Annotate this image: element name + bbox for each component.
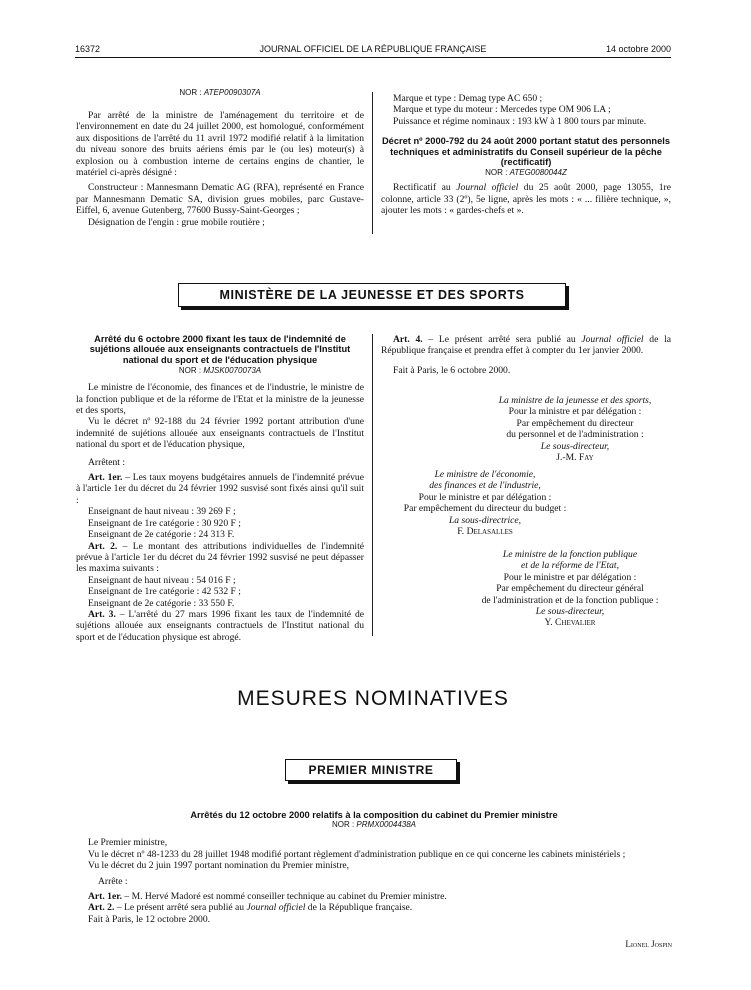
signature-line: La sous-directrice, (448, 514, 522, 526)
article-3: Art. 3. – L'arrêté du 27 mars 1996 fixant les taux de l'indemnité de sujétions allouée aux enseignants contractuels de l'Institut national du sport et de l'éducation physique est abrogé. (76, 608, 364, 643)
paragraph: Constructeur : Mannesmann Dematic AG (RFA), représenté en France par Mannesmann Dematic SA, division grues mobiles, parc Gustave-Eiffel, 6, avenue Gutenberg, 77600 Bussy-Saint-Georges ; (76, 182, 364, 217)
signature-line: Le ministre de la fonction publique (502, 549, 638, 560)
arretent-label: Arrêtent : (88, 456, 126, 468)
signature-line: Le sous-directeur, (535, 606, 605, 618)
signature-line: Le ministre de l'économie, (434, 469, 536, 480)
signature-line: Le sous-directeur, (540, 440, 610, 452)
list-item: Enseignant de haut niveau : 39 269 F ; (88, 506, 236, 518)
signature-line: Par empêchement du directeur (516, 417, 634, 429)
list-item: Enseignant de 2e catégorie : 24 313 F. (88, 529, 235, 541)
section-heading: MESURES NOMINATIVES (237, 687, 509, 710)
arrete-label: Arrête : (98, 875, 128, 887)
nor-reference: NOR : PRMX0004438A (331, 820, 417, 830)
signature-block (380, 469, 590, 537)
list-item: Enseignant de 1re catégorie : 42 532 F ; (88, 586, 241, 598)
paragraph: Marque et type du moteur : Mercedes type OM 906 LA ; (393, 104, 611, 116)
paragraph: Le ministre de l'économie, des finances et de l'industrie, le ministre de la fonction publique et de la réforme de l'Etat et la ministre de la jeunesse et des sports, (76, 382, 364, 417)
article-1: Art. 1er. – Les taux moyens budgétaires annuels de l'indemnité prévue à l'article 1er du décret du 24 février 1992 susvisé sont fixés ainsi qu'il suit : (76, 472, 364, 506)
list-item: Enseignant de 2e catégorie : 33 550 F. (88, 597, 235, 609)
signatory-name: F. Delasalles (457, 526, 513, 538)
article-2: Art. 2. – Le montant des attributions individuelles de l'indemnité prévue à l'article 1er du décret du 24 février 1992 susvisé ne peut dépasser les maxima suivants : (76, 540, 364, 575)
signatory-name: Lionel Jospin (625, 939, 672, 949)
page-header (75, 44, 671, 56)
paragraph: Vu le décret nº 92-188 du 24 février 1992 portant attribution d'une indemnité de sujétions allouée aux enseignants contractuels de l'Institut national du sport et de l'éducation physique, (76, 416, 364, 451)
column-divider (372, 334, 373, 636)
paragraph: Désignation de l'engin : grue mobile routière ; (88, 216, 265, 228)
signature-line: Pour le ministre et par délégation : (418, 491, 552, 503)
arrete-right-column (381, 334, 671, 376)
signature-block (455, 549, 685, 629)
article-1: Art. 1er. – M. Hervé Madoré est nommé conseiller technique au cabinet du Premier ministre. (88, 891, 447, 903)
signature-line: Par empêchement du directeur général (496, 583, 644, 595)
article-2: Art. 2. – Le présent arrêté sera publié au Journal officiel de la République française. (88, 902, 413, 914)
signature-line: et de la réforme de l'Etat, (521, 560, 619, 572)
paragraph: Le Premier ministre, (88, 837, 168, 849)
signature-line: de l'administration et de la fonction publique : (481, 594, 659, 606)
ministry-heading-box: MINISTÈRE DE LA JEUNESSE ET DES SPORTS (178, 283, 566, 307)
arrete-left-column (76, 334, 364, 643)
top-right-column (381, 93, 671, 217)
list-item: Enseignant de haut niveau : 54 016 F ; (88, 574, 236, 586)
signature-line: du personnel et de l'administration : (506, 429, 644, 441)
signature-line: Par empêchement du directeur du budget : (403, 503, 567, 515)
journal-title: JOURNAL OFFICIEL DE LA RÉPUBLIQUE FRANÇAISE (259, 44, 487, 54)
paragraph: Vu le décret du 2 juin 1997 portant nomination du Premier ministre, (88, 860, 350, 872)
paragraph: Puissance et régime nominaux : 193 kW à 1 800 tours par minute. (393, 115, 647, 127)
top-left-column (76, 88, 364, 228)
premier-ministre-box: PREMIER MINISTRE (285, 759, 457, 781)
signature-line: des finances et de l'industrie, (429, 480, 541, 492)
page-number: 16372 (75, 44, 101, 54)
nor-reference: NOR : ATEG0080044Z (485, 168, 567, 178)
header-rule (75, 57, 671, 58)
nor-reference: NOR : MJSK0070073A (178, 366, 262, 376)
article-4: Art. 4. – Le présent arrêté sera publié au Journal officiel de la République française et prendra effet à compter du 1er janvier 2000. (381, 334, 671, 357)
signature-line: La ministre de la jeunesse et des sports, (498, 395, 652, 406)
signatory-name: Y. Chevalier (544, 617, 596, 629)
arretes-title: Arrêtés du 12 octobre 2000 relatifs à la composition du cabinet du Premier ministre (190, 810, 558, 820)
issue-date: 14 octobre 2000 (605, 44, 671, 54)
signature-block (470, 395, 680, 463)
arretes-premier-ministre (76, 810, 672, 925)
signature-line: Pour la ministre et par délégation : (508, 406, 642, 418)
paragraph: Marque et type : Demag type AC 650 ; (393, 93, 543, 104)
signatory-name: J.-M. Fay (556, 452, 594, 464)
paragraph: Rectificatif au Journal officiel du 25 août 2000, page 13055, 1re colonne, article 33 (2º), 5e ligne, après les mots : « ... filière technique, », ajouter les mots : « gardes-chefs et ». (381, 182, 671, 217)
paragraph: Vu le décret nº 48-1233 du 28 juillet 1948 modifié portant règlement d'administration publique en ce qui concerne les cabinets ministériels ; (88, 848, 626, 860)
decree-title: Décret nº 2000-792 du 24 août 2000 portant statut des personnels techniques et administratifs du Conseil supérieur de la pêche (rectificatif) (381, 136, 671, 168)
signature-line: Pour le ministre et par délégation : (503, 571, 637, 583)
fait-a-paris: Fait à Paris, le 12 octobre 2000. (88, 913, 211, 925)
arrete-title: Arrêté du 6 octobre 2000 fixant les taux de l'indemnité de sujétions allouée aux enseignants contractuels de l'Institut national du sport et de l'éducation physique (89, 334, 351, 365)
nor-reference: NOR : ATEP0090307A (179, 88, 261, 97)
paragraph: Par arrêté de la ministre de l'aménagement du territoire et de l'environnement en date du 24 juillet 2000, est homologué, conformément aux dispositions de l'arrêté du 11 avril 1972 modifié relatif à la limitation du niveau sonore des bruits aériens émis par le (ou les) moteur(s) à explosion ou à combustion interne de certains engins de chantier, le matériel ci-après désigné : (76, 110, 364, 179)
column-divider (372, 92, 373, 234)
list-item: Enseignant de 1re catégorie : 30 920 F ; (88, 517, 241, 529)
fait-a-paris: Fait à Paris, le 6 octobre 2000. (393, 364, 511, 376)
